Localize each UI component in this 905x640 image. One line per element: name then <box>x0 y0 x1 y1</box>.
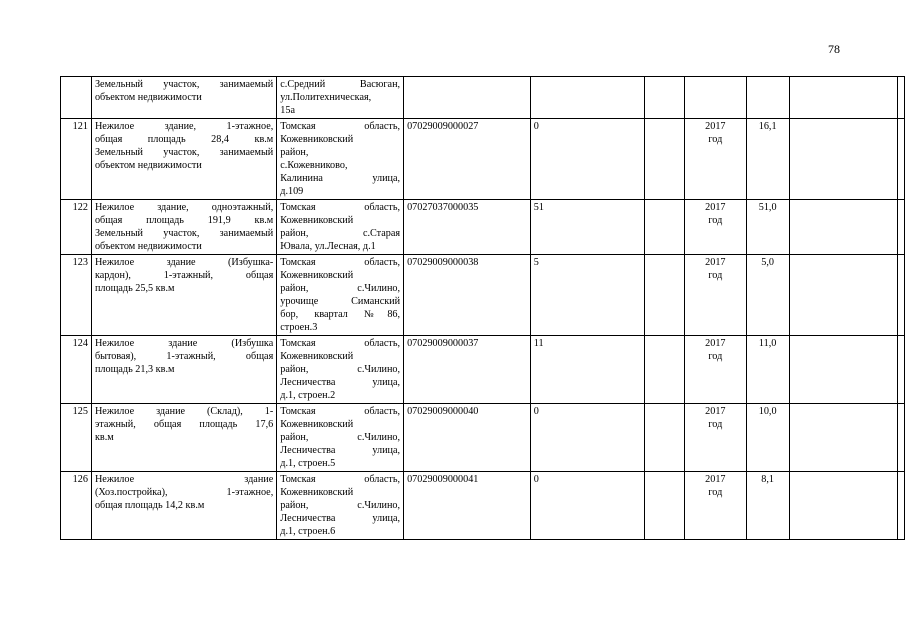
cell-column-8 <box>789 255 897 336</box>
cell-line: кв.м <box>94 432 114 443</box>
cell-line: д.1, строен.5 <box>280 458 336 469</box>
cell-line: Кожевниковский <box>280 419 354 430</box>
cell-quantity <box>530 336 644 404</box>
cell-line: район, с.Чилино, <box>280 364 401 375</box>
cell-column-8 <box>789 77 897 119</box>
cell-column-9 <box>898 472 905 540</box>
cell-year <box>684 404 746 472</box>
cell-text: 07029009000041 <box>407 474 479 485</box>
cell-line: 15а <box>280 105 295 116</box>
cell-line: строен.3 <box>280 322 318 333</box>
cell-column-9 <box>898 336 905 404</box>
cell-column-9 <box>898 77 905 119</box>
cell-line: бытовая), 1-этажный, общая <box>94 351 274 362</box>
cell-line: с.Средний Васюган, <box>280 79 401 90</box>
cell-line: Нежилое здание (Избушка <box>94 338 274 349</box>
cell-value <box>746 200 789 255</box>
cell-row-number <box>61 472 92 540</box>
cell-line: Томская область, <box>280 474 401 485</box>
page-number: 78 <box>828 42 840 56</box>
cell-value <box>746 119 789 200</box>
cell-line: 2017 <box>705 406 726 417</box>
cell-line: Кожевниковский <box>280 215 354 226</box>
cell-column-9 <box>898 255 905 336</box>
cell-quantity <box>530 119 644 200</box>
cell-quantity <box>530 200 644 255</box>
property-registry-table <box>60 76 905 540</box>
cell-year <box>684 119 746 200</box>
cell-row-number <box>61 404 92 472</box>
cell-text: 07027037000035 <box>407 202 479 213</box>
cell-line: 2017 <box>705 121 726 132</box>
cell-quantity <box>530 255 644 336</box>
cell-year <box>684 255 746 336</box>
cell-address <box>277 336 404 404</box>
cell-line: Нежилое здание, одноэтажный, <box>94 202 274 213</box>
cell-year <box>684 77 746 119</box>
cell-text: 0 <box>533 474 539 485</box>
cell-line: Калинина улица, <box>280 173 401 184</box>
table-row <box>61 336 905 404</box>
cell-line: Томская область, <box>280 338 401 349</box>
cell-address <box>277 119 404 200</box>
cell-cadastral-number <box>404 472 531 540</box>
cell-line: Лесничества улица, <box>280 513 401 524</box>
cell-line: общая площадь 28,4 кв.м <box>94 134 274 145</box>
cell-line: район, с.Чилино, <box>280 432 401 443</box>
cell-text: 5,0 <box>761 257 774 268</box>
cell-text: 07029009000027 <box>407 121 479 132</box>
cell-column-9 <box>898 119 905 200</box>
cell-empty <box>645 119 685 200</box>
cell-line: площадь 21,3 кв.м <box>94 364 175 375</box>
cell-text: 11,0 <box>758 338 777 349</box>
cell-object-description <box>91 119 276 200</box>
cell-line: район, с.Чилино, <box>280 500 401 511</box>
cell-text: 16,1 <box>758 121 777 132</box>
cell-value <box>746 255 789 336</box>
cell-year <box>684 472 746 540</box>
cell-line: площадь 25,5 кв.м <box>94 283 175 294</box>
cell-line: д.1, строен.2 <box>280 390 336 401</box>
cell-line: Кожевниковский <box>280 487 354 498</box>
cell-line: Томская область, <box>280 257 401 268</box>
cell-line: год <box>708 215 723 226</box>
cell-line: район, <box>280 147 309 158</box>
cell-line: объектом недвижимости <box>94 160 202 171</box>
cell-text: 51 <box>533 202 544 213</box>
cell-line: Нежилое здание, 1-этажное, <box>94 121 274 132</box>
cell-value <box>746 336 789 404</box>
cell-line: Кожевниковский <box>280 270 354 281</box>
cell-empty <box>645 255 685 336</box>
cell-line: 2017 <box>705 338 726 349</box>
cell-line: год <box>708 487 723 498</box>
cell-text: 122 <box>72 202 88 213</box>
table-row <box>61 404 905 472</box>
cell-cadastral-number <box>404 336 531 404</box>
cell-text: 125 <box>72 406 88 417</box>
cell-address <box>277 200 404 255</box>
cell-line: Нежилое здание <box>94 474 274 485</box>
cell-line: ул.Политехническая, <box>280 92 372 103</box>
cell-line: год <box>708 270 723 281</box>
cell-value <box>746 472 789 540</box>
cell-line: с.Кожевниково, <box>280 160 348 171</box>
cell-line: Нежилое здание (Склад), 1- <box>94 406 274 417</box>
cell-cadastral-number <box>404 404 531 472</box>
cell-text: 0 <box>533 121 539 132</box>
cell-text: 5 <box>533 257 539 268</box>
cell-address <box>277 77 404 119</box>
cell-line: 2017 <box>705 257 726 268</box>
cell-line: Томская область, <box>280 202 401 213</box>
table-row <box>61 472 905 540</box>
cell-line: общая площадь 191,9 кв.м <box>94 215 274 226</box>
cell-row-number <box>61 119 92 200</box>
cell-text: 11 <box>533 338 544 349</box>
cell-line: д.1, строен.6 <box>280 526 336 537</box>
table-body <box>61 77 905 540</box>
cell-empty <box>645 404 685 472</box>
cell-line: урочище Симанский <box>280 296 401 307</box>
cell-text: 121 <box>72 121 88 132</box>
cell-cadastral-number <box>404 255 531 336</box>
cell-column-9 <box>898 404 905 472</box>
cell-column-8 <box>789 119 897 200</box>
cell-cadastral-number <box>404 77 531 119</box>
cell-object-description <box>91 255 276 336</box>
cell-address <box>277 255 404 336</box>
cell-line: Земельный участок, занимаемый <box>94 147 274 158</box>
cell-line: район, с.Старая <box>280 228 401 239</box>
cell-line: кардон), 1-этажный, общая <box>94 270 274 281</box>
cell-text: 07029009000040 <box>407 406 479 417</box>
cell-object-description <box>91 404 276 472</box>
cell-line: Земельный участок, занимаемый <box>94 79 274 90</box>
cell-text: 51,0 <box>758 202 777 213</box>
table-row <box>61 119 905 200</box>
cell-line: 2017 <box>705 202 726 213</box>
cell-line: объектом недвижимости <box>94 92 202 103</box>
cell-line: Лесничества улица, <box>280 445 401 456</box>
cell-line: (Хоз.постройка), 1-этажное, <box>94 487 274 498</box>
cell-line: объектом недвижимости <box>94 241 202 252</box>
cell-row-number <box>61 77 92 119</box>
cell-line: Томская область, <box>280 406 401 417</box>
cell-address <box>277 472 404 540</box>
cell-object-description <box>91 200 276 255</box>
cell-object-description <box>91 77 276 119</box>
cell-quantity <box>530 472 644 540</box>
cell-text: 8,1 <box>761 474 774 485</box>
cell-column-8 <box>789 404 897 472</box>
cell-row-number <box>61 336 92 404</box>
cell-column-8 <box>789 472 897 540</box>
cell-year <box>684 200 746 255</box>
cell-value <box>746 404 789 472</box>
cell-column-8 <box>789 200 897 255</box>
cell-line: Томская область, <box>280 121 401 132</box>
cell-line: Кожевниковский <box>280 351 354 362</box>
cell-text: 10,0 <box>758 406 777 417</box>
cell-empty <box>645 77 685 119</box>
table-row <box>61 77 905 119</box>
cell-address <box>277 404 404 472</box>
cell-line: Нежилое здание (Избушка- <box>94 257 274 268</box>
cell-object-description <box>91 336 276 404</box>
cell-text: 07029009000037 <box>407 338 479 349</box>
cell-quantity <box>530 77 644 119</box>
cell-line: год <box>708 134 723 145</box>
cell-line: этажный, общая площадь 17,6 <box>94 419 274 430</box>
cell-column-8 <box>789 336 897 404</box>
cell-line: общая площадь 14,2 кв.м <box>94 500 205 511</box>
cell-column-9 <box>898 200 905 255</box>
cell-line: год <box>708 419 723 430</box>
cell-line: район, с.Чилино, <box>280 283 401 294</box>
cell-line: 2017 <box>705 474 726 485</box>
cell-line: Земельный участок, занимаемый <box>94 228 274 239</box>
cell-line: Лесничества улица, <box>280 377 401 388</box>
cell-empty <box>645 200 685 255</box>
cell-cadastral-number <box>404 200 531 255</box>
cell-cadastral-number <box>404 119 531 200</box>
cell-text: 0 <box>533 406 539 417</box>
table-row <box>61 200 905 255</box>
cell-text: 123 <box>72 257 88 268</box>
cell-year <box>684 336 746 404</box>
cell-line: д.109 <box>280 186 304 197</box>
cell-line: Ювала, ул.Лесная, д.1 <box>280 241 376 252</box>
cell-empty <box>645 336 685 404</box>
cell-text: 07029009000038 <box>407 257 479 268</box>
cell-object-description <box>91 472 276 540</box>
table-row <box>61 255 905 336</box>
cell-text: 124 <box>72 338 88 349</box>
cell-empty <box>645 472 685 540</box>
cell-row-number <box>61 255 92 336</box>
cell-quantity <box>530 404 644 472</box>
cell-line: бор, квартал №86, <box>280 309 401 320</box>
cell-value <box>746 77 789 119</box>
cell-line: год <box>708 351 723 362</box>
cell-line: Кожевниковский <box>280 134 354 145</box>
cell-text: 126 <box>72 474 88 485</box>
cell-row-number <box>61 200 92 255</box>
